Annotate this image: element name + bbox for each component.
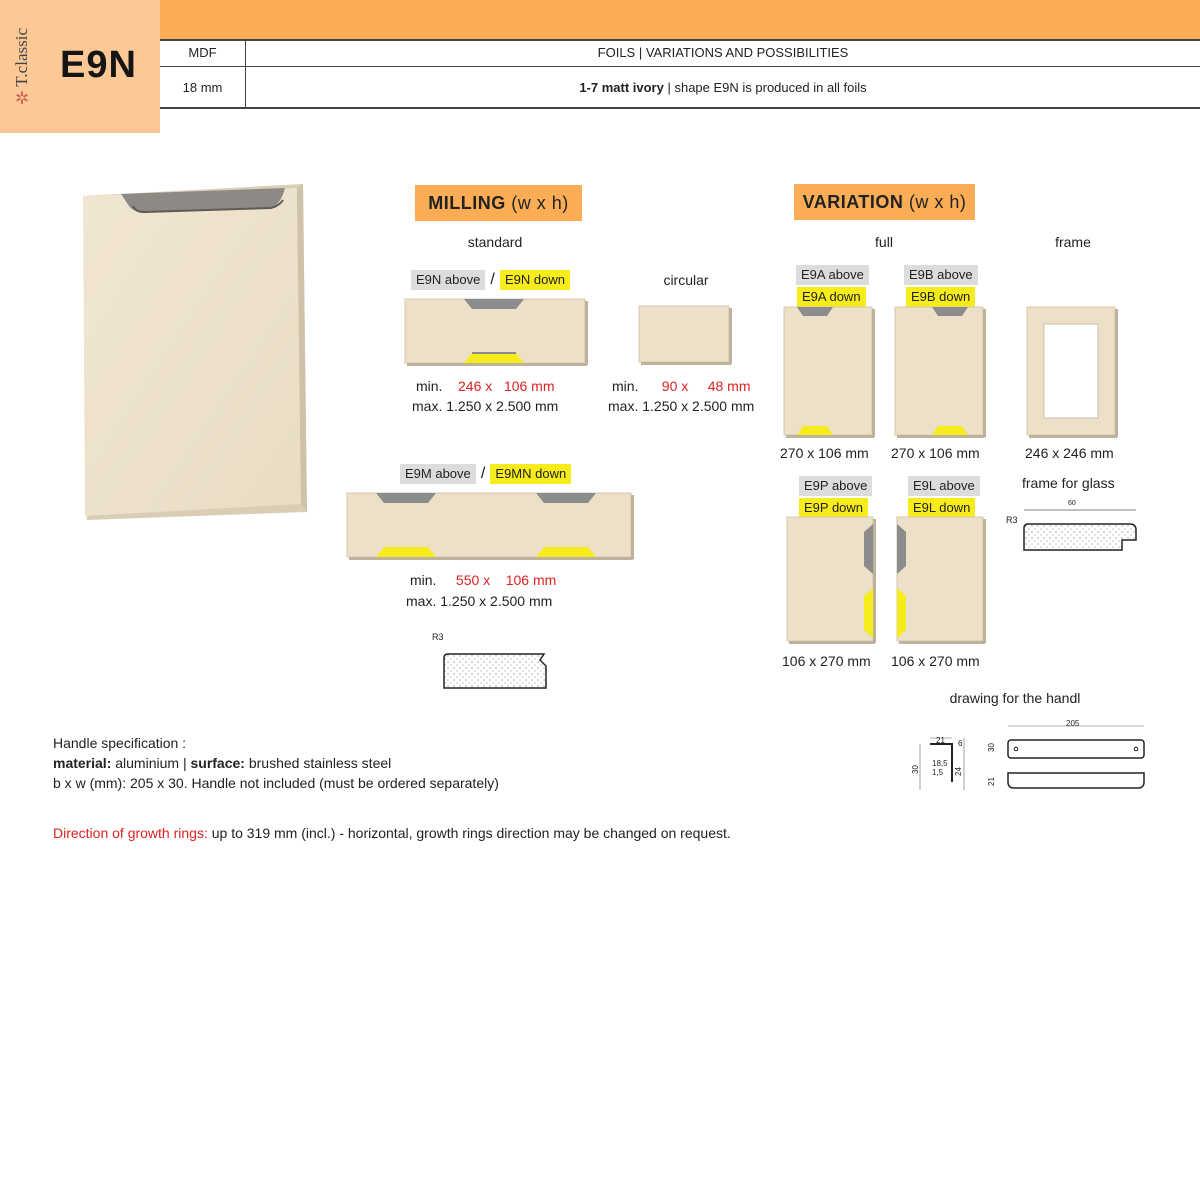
tag-e9mn-down: E9MN down bbox=[490, 464, 571, 484]
spec-size-line: b x w (mm): 205 x 30. Handle not included (must be ordered separately) bbox=[53, 775, 499, 791]
dim-s15: 1,5 bbox=[932, 768, 944, 777]
tag-e9n-down: E9N down bbox=[500, 270, 570, 290]
growth-rings-line: Direction of growth rings: up to 319 mm (incl.) - horizontal, growth rings direction may be changed on request. bbox=[53, 825, 731, 841]
wide-min: min. 550 x 106 mm bbox=[410, 572, 557, 588]
col1-value: 18 mm bbox=[182, 80, 223, 95]
frame-dimension: 246 x 246 mm bbox=[1025, 445, 1114, 461]
e9p-dimension: 106 x 270 mm bbox=[782, 653, 871, 669]
standard-max: max. 1.250 x 2.500 mm bbox=[412, 398, 559, 414]
frame-glass-r-label: R3 bbox=[1006, 515, 1018, 525]
tag-e9b-down: E9B down bbox=[906, 286, 975, 307]
e9l-dimension: 106 x 270 mm bbox=[891, 653, 980, 669]
full-label: full bbox=[875, 234, 893, 250]
milling-tab: MILLING (w x h) bbox=[415, 185, 582, 221]
e9b-dimension: 270 x 106 mm bbox=[891, 445, 980, 461]
e9n-tags bbox=[411, 269, 570, 290]
frame-glass-width-label: 60 bbox=[1068, 500, 1076, 507]
brand-name: T.classic bbox=[12, 28, 31, 87]
col1-header: MDF bbox=[188, 45, 217, 60]
spec-material-line: material: aluminium | surface: brushed stainless steel bbox=[53, 755, 392, 771]
dim-s21: 21 bbox=[936, 736, 945, 745]
handle-drawing-title: drawing for the handl bbox=[949, 690, 1081, 706]
frame-panel bbox=[1026, 306, 1120, 440]
tag-e9b-above: E9B above bbox=[904, 264, 978, 285]
e9b-panel bbox=[894, 306, 988, 440]
e9m-tags bbox=[400, 463, 571, 484]
standard-label: standard bbox=[467, 234, 523, 250]
col2-header: FOILS | VARIATIONS AND POSSIBILITIES bbox=[597, 45, 849, 60]
circular-panel bbox=[638, 305, 734, 367]
dim-205: 205 bbox=[1066, 719, 1080, 728]
tag-e9m-above: E9M above bbox=[400, 464, 476, 484]
dim-s24: 24 bbox=[954, 767, 963, 776]
standard-panel bbox=[404, 298, 590, 368]
tag-e9a-above: E9A above bbox=[796, 264, 869, 285]
spec-heading: Handle specification : bbox=[53, 735, 187, 751]
frame-label: frame bbox=[1055, 234, 1091, 250]
divider bbox=[160, 66, 1200, 67]
separator: / bbox=[490, 271, 495, 288]
divider bbox=[160, 107, 1200, 109]
e9l-panel bbox=[896, 516, 988, 646]
dim-30: 30 bbox=[987, 743, 996, 752]
variation-tab: VARIATION (w x h) bbox=[794, 184, 975, 220]
tag-e9l-above: E9L above bbox=[908, 475, 980, 496]
tag-e9l-down: E9L down bbox=[908, 497, 975, 518]
handle-drawing bbox=[910, 716, 1155, 796]
dim-s18: 18,5 bbox=[932, 759, 948, 768]
dim-s30: 30 bbox=[911, 765, 920, 774]
circular-label: circular bbox=[663, 272, 709, 288]
standard-min: min. 246 x 106 mm bbox=[416, 378, 555, 394]
brand-logo: ✲T.classic bbox=[12, 28, 31, 107]
tag-e9n-above: E9N above bbox=[411, 270, 485, 290]
e9p-panel bbox=[786, 516, 878, 646]
wide-panel bbox=[346, 492, 636, 564]
separator: / bbox=[480, 465, 486, 482]
model-code: E9N bbox=[60, 44, 137, 86]
wide-max: max. 1.250 x 2.500 mm bbox=[406, 593, 553, 609]
e9a-panel bbox=[783, 306, 877, 440]
milling-profile-drawing bbox=[440, 648, 552, 692]
door-product-image bbox=[75, 178, 315, 523]
profile-r-label: R3 bbox=[432, 632, 444, 642]
frame-glass-profile bbox=[1018, 506, 1142, 558]
frame-glass-label: frame for glass bbox=[1022, 475, 1115, 491]
circular-max: max. 1.250 x 2.500 mm bbox=[608, 398, 755, 414]
foil-name: 1-7 matt ivory bbox=[579, 80, 664, 95]
divider bbox=[160, 39, 1200, 41]
dim-21: 21 bbox=[987, 777, 996, 786]
dim-s6: 6 bbox=[958, 739, 963, 748]
tag-e9p-above: E9P above bbox=[799, 475, 872, 496]
col2-value bbox=[246, 80, 1200, 95]
e9a-dimension: 270 x 106 mm bbox=[780, 445, 869, 461]
tag-e9p-down: E9P down bbox=[799, 497, 868, 518]
tag-e9a-down: E9A down bbox=[797, 286, 866, 307]
header-bar bbox=[160, 0, 1200, 39]
circular-min: min. 90 x 48 mm bbox=[612, 378, 751, 394]
foil-note: | shape E9N is produced in all foils bbox=[663, 80, 867, 95]
